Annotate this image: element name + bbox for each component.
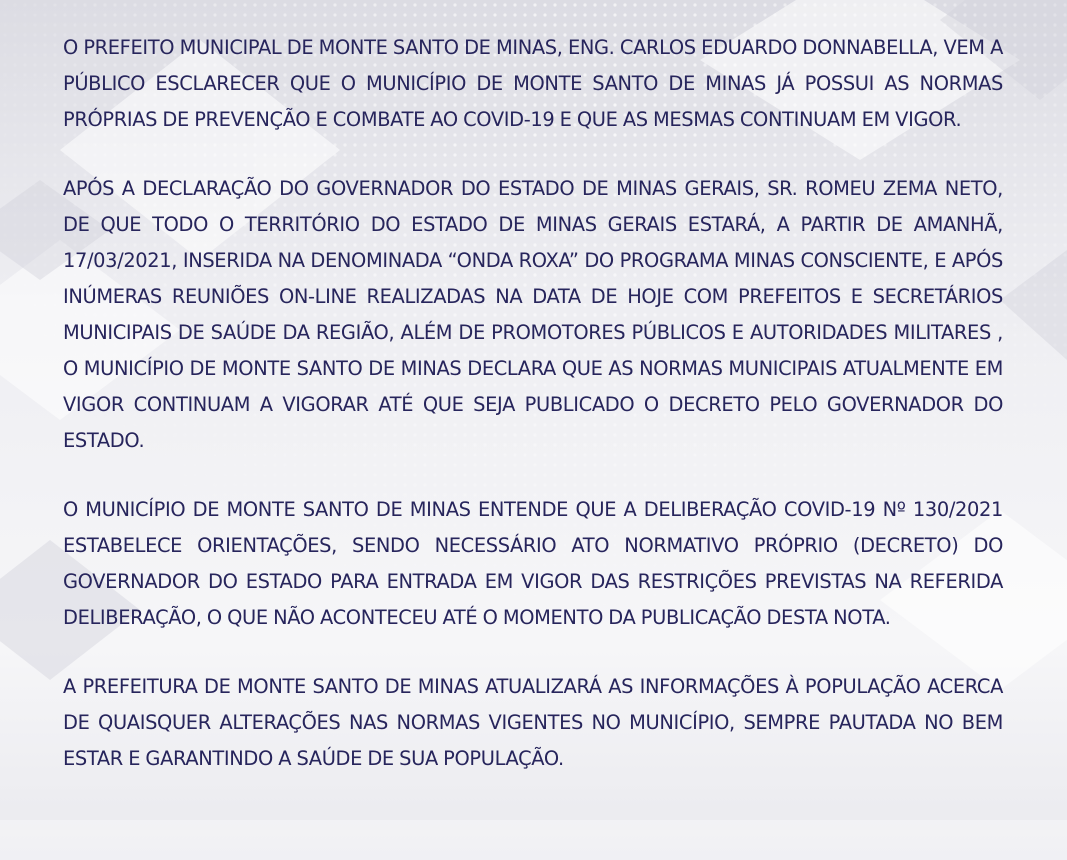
paragraph-onda-roxa: APÓS A DECLARAÇÃO DO GOVERNADOR DO ESTADO DE MINAS GERAIS, SR. ROMEU ZEMA NETO, DE QUE TODO O TERRITÓRIO DO ESTADO DE MINAS GERAIS ESTARÁ, A PARTIR DE AMANHÃ, 17/03/2021, INSERIDA NA DENOMINADA “ONDA ROXA” DO PROGRAMA MINAS CONSCIENTE, E APÓS INÚMERAS REUNIÕES ON-LINE REALIZADAS NA DATA DE HOJE COM PREFEITOS E SECRETÁRIOS MUNICIPAIS DE SAÚDE DA REGIÃO, ALÉM DE PROMOTORES PÚBLICOS E AUTORIDADES MILITARES , O MUNICÍPIO DE MONTE SANTO DE MINAS DECLARA QUE AS NORMAS MUNICIPAIS ATUALMENTE EM VIGOR CONTINUAM A VIGORAR ATÉ QUE SEJA PUBLICADO O DECRETO PELO GOVERNADOR DO ESTADO. <box>63 177 1003 452</box>
paragraph-deliberacao: O MUNICÍPIO DE MONTE SANTO DE MINAS ENTENDE QUE A DELIBERAÇÃO COVID-19 Nº 130/2021 ESTABELECE ORIENTAÇÕES, SENDO NECESSÁRIO ATO NORMATIVO PRÓPRIO (DECRETO) DO GOVERNADOR DO ESTADO PARA ENTRADA EM VIGOR DAS RESTRIÇÕES PREVISTAS NA REFERIDA DELIBERAÇÃO, O QUE NÃO ACONTECEU ATÉ O MOMENTO DA PUBLICAÇÃO DESTA NOTA. <box>63 498 1003 629</box>
paragraph-atualizacoes: A PREFEITURA DE MONTE SANTO DE MINAS ATUALIZARÁ AS INFORMAÇÕES À POPULAÇÃO ACERCA DE QUAISQUER ALTERAÇÕES NAS NORMAS VIGENTES NO MUNICÍPIO, SEMPRE PAUTADA NO BEM ESTAR E GARANTINDO A SAÚDE DE SUA POPULAÇÃO. <box>63 675 1003 770</box>
paragraph-prefeito-esclarece: O PREFEITO MUNICIPAL DE MONTE SANTO DE MINAS, ENG. CARLOS EDUARDO DONNABELLA, VEM A PÚBLICO ESCLARECER QUE O MUNICÍPIO DE MONTE SANTO DE MINAS JÁ POSSUI AS NORMAS PRÓPRIAS DE PREVENÇÃO E COMBATE AO COVID-19 E QUE AS MESMAS CONTINUAM EM VIGOR. <box>63 36 1003 131</box>
press-note <box>63 30 1003 777</box>
